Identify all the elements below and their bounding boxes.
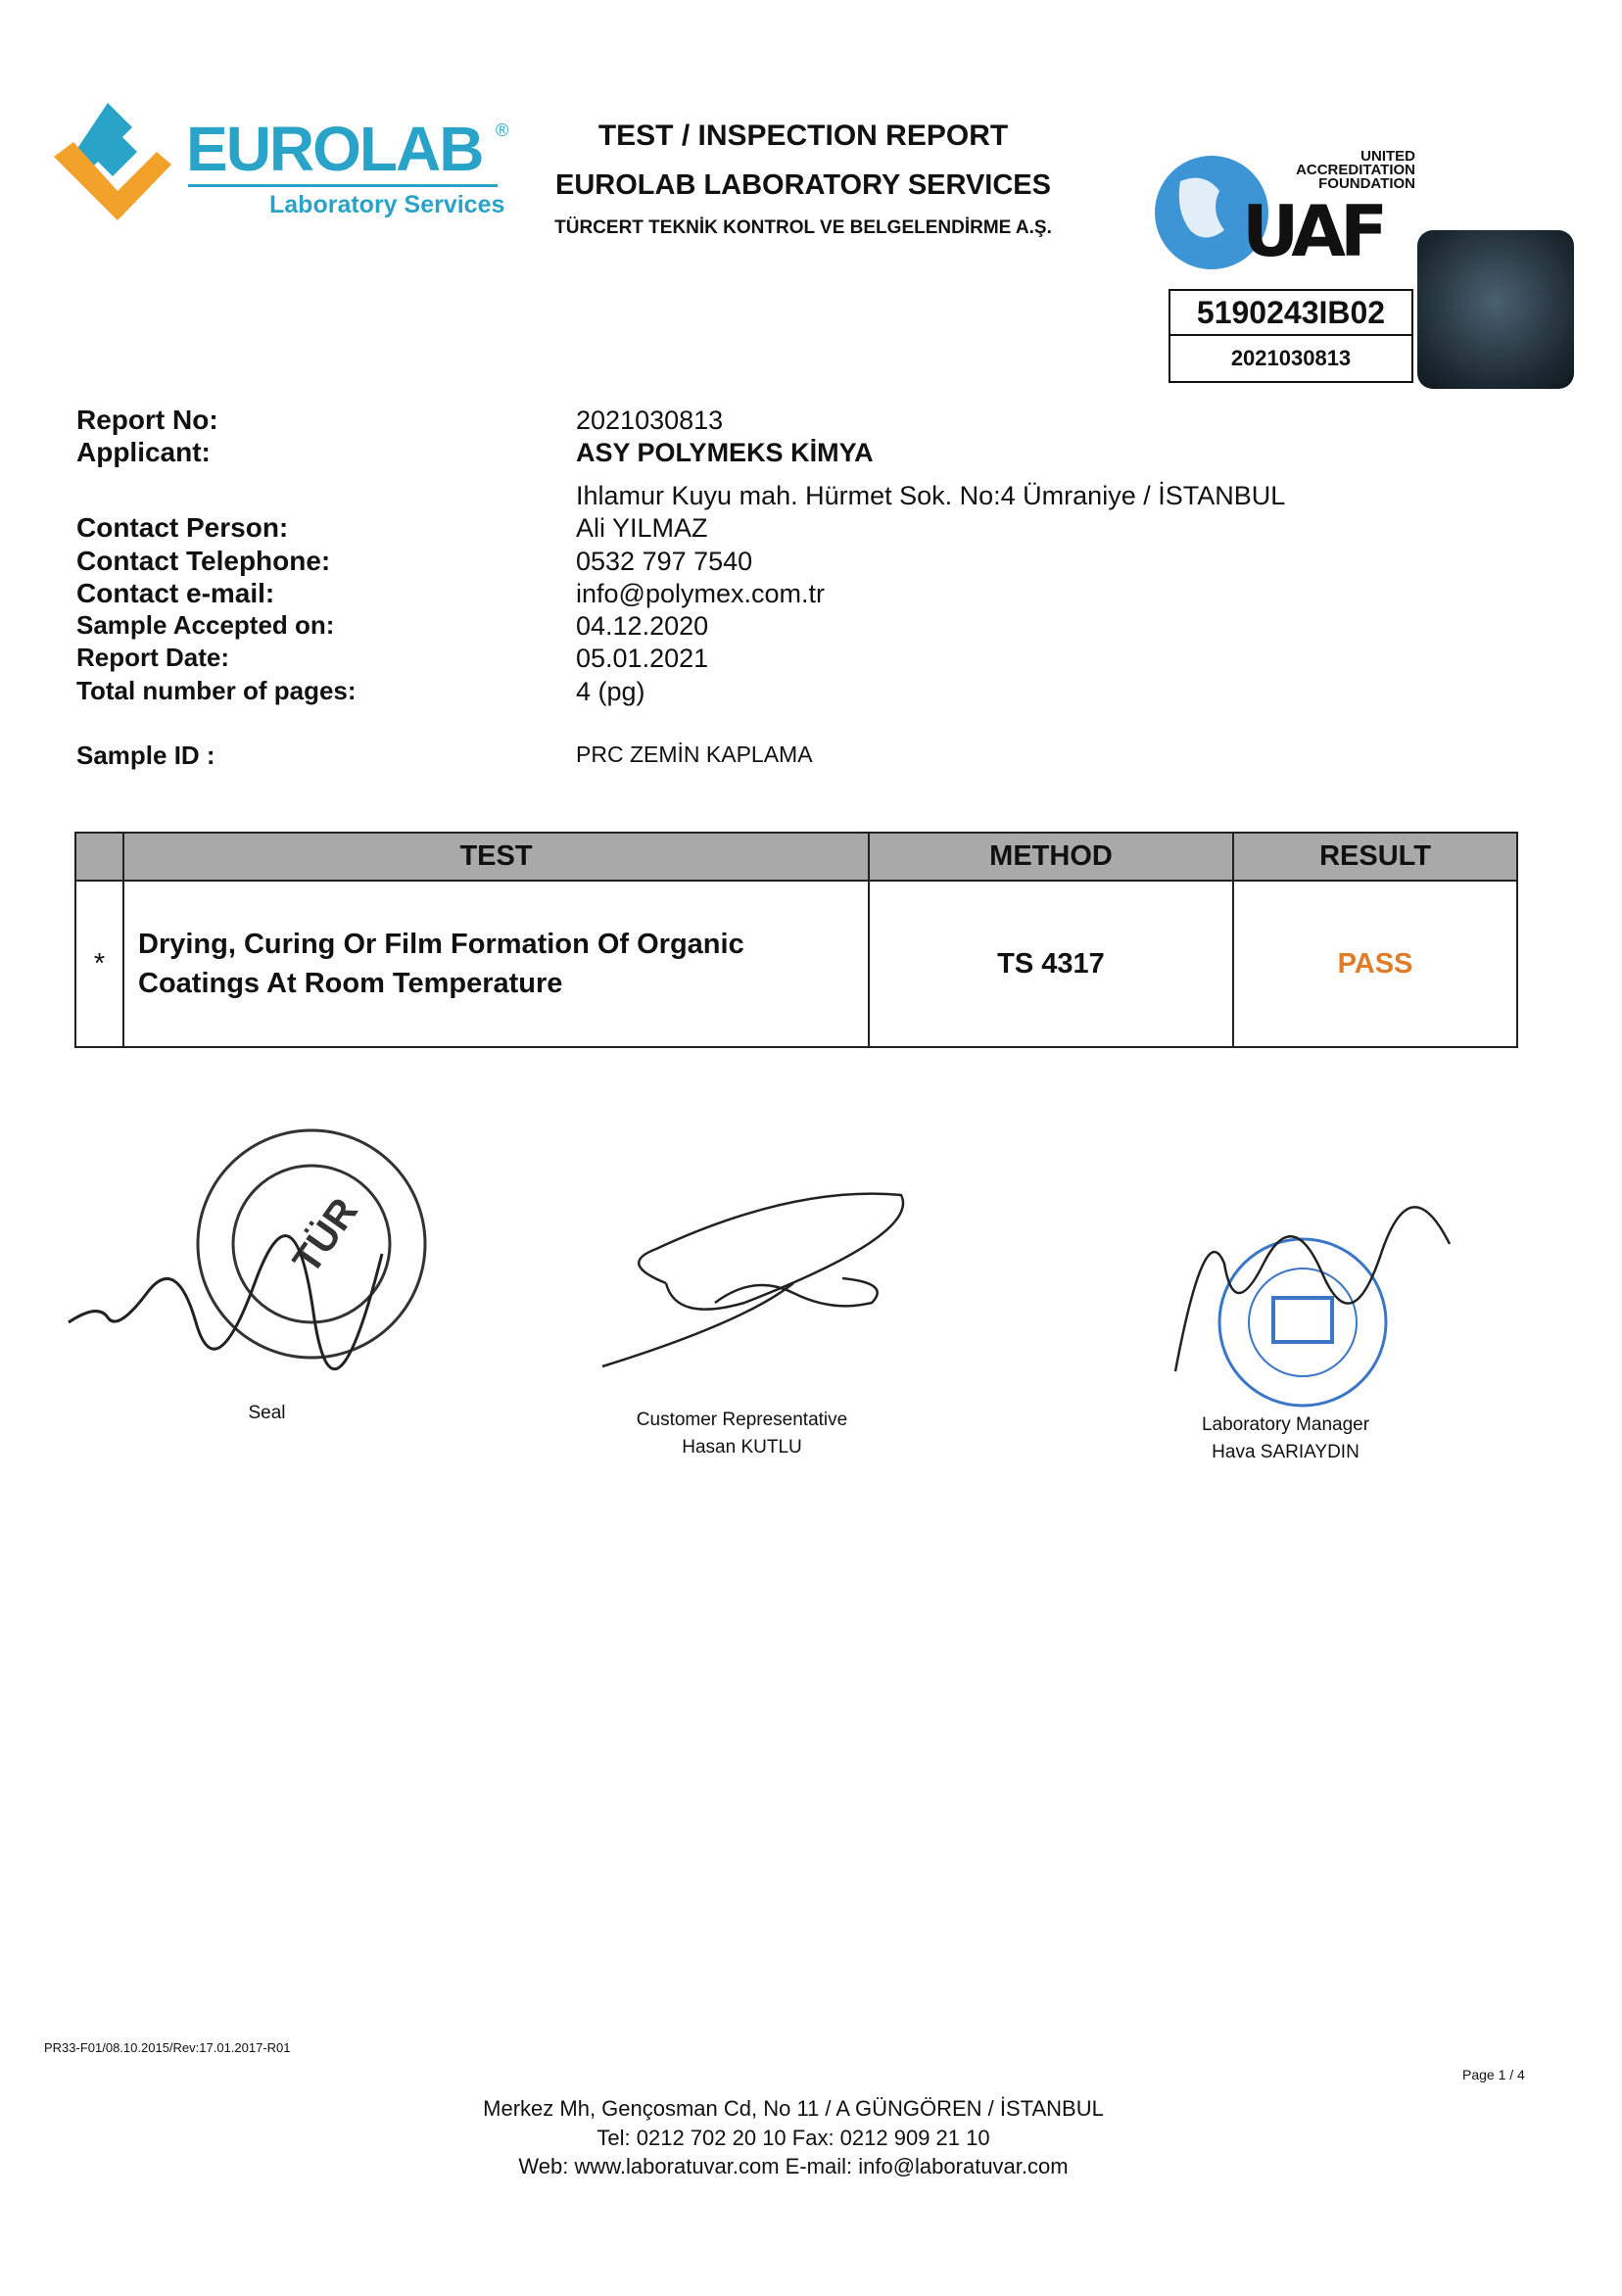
footer-web: Web: www.laboratuvar.com E-mail: info@laboratuvar.com xyxy=(518,2154,1069,2178)
info-label: Contact Person: xyxy=(76,512,289,543)
info-value: Ali YILMAZ xyxy=(576,513,708,543)
customer-representative xyxy=(597,1407,886,1461)
hologram-sticker xyxy=(1417,230,1574,389)
row-test xyxy=(123,881,869,1047)
uaf-line: ACCREDITATION xyxy=(1296,162,1415,178)
col-mark xyxy=(75,833,123,881)
info-value: 05.01.2021 xyxy=(576,644,709,673)
row-result: PASS xyxy=(1233,881,1517,1047)
report-subtitle: EUROLAB LABORATORY SERVICES xyxy=(555,169,1051,201)
signer-role: Laboratory Manager xyxy=(1201,1414,1370,1435)
registered-mark: ® xyxy=(496,120,509,140)
col-method: METHOD xyxy=(869,833,1233,881)
row-mark: * xyxy=(75,881,123,1047)
info-value: 0532 797 7540 xyxy=(576,547,753,576)
logo-divider xyxy=(188,184,498,187)
svg-text:TÜR: TÜR xyxy=(284,1190,367,1281)
info-label: Applicant: xyxy=(76,437,211,467)
info-value: info@polymex.com.tr xyxy=(576,579,825,608)
customer-signature xyxy=(597,1175,921,1381)
uaf-mark: UAF xyxy=(1242,190,1383,272)
info-value: ASY POLYMEKS KİMYA xyxy=(576,438,874,467)
eurolab-logo-icon xyxy=(49,98,176,225)
row-method: TS 4317 xyxy=(869,881,1233,1047)
cert-number: 5190243IB02 xyxy=(1170,291,1411,336)
footer-address: Merkez Mh, Gençosman Cd, No 11 / A GÜNGÖREN / İSTANBUL xyxy=(483,2096,1104,2121)
test-results-table xyxy=(74,832,1518,1048)
col-test: TEST xyxy=(123,833,869,881)
info-value: 4 (pg) xyxy=(576,677,645,706)
logo-wordmark: EUROLAB xyxy=(186,114,483,184)
signer-role: Customer Representative xyxy=(636,1410,848,1430)
info-value: 2021030813 xyxy=(576,406,724,435)
cert-report-number: 2021030813 xyxy=(1230,346,1352,370)
info-label: Sample Accepted on: xyxy=(76,610,335,640)
info-label: Total number of pages: xyxy=(76,676,357,705)
info-value: 04.12.2020 xyxy=(576,611,709,641)
test-line: Drying, Curing Or Film Formation Of Organic xyxy=(138,929,744,960)
test-line: Coatings At Room Temperature xyxy=(138,968,563,999)
report-title: TEST / INSPECTION REPORT xyxy=(597,120,1009,152)
form-code: PR33-F01/08.10.2015/Rev:17.01.2017-R01 xyxy=(44,2040,291,2055)
info-value: PRC ZEMİN KAPLAMA xyxy=(576,741,813,767)
company-name: TÜRCERT TEKNİK KONTROL VE BELGELENDİRME A.Ş. xyxy=(554,217,1052,238)
footer-phone: Tel: 0212 702 20 10 Fax: 0212 909 21 10 xyxy=(596,2126,990,2150)
info-label: Contact e-mail: xyxy=(76,578,275,608)
info-label: Sample ID : xyxy=(76,741,215,770)
laboratory-stamp-signature xyxy=(1166,1205,1459,1411)
table-row xyxy=(75,881,1517,1047)
col-result: RESULT xyxy=(1233,833,1517,881)
logo-subtitle: Laboratory Services xyxy=(269,191,505,218)
laboratory-manager xyxy=(1146,1411,1425,1466)
uaf-line: FOUNDATION xyxy=(1318,175,1415,192)
company-seal-stamp xyxy=(59,1126,451,1381)
info-label: Report Date: xyxy=(76,643,230,672)
info-label: Report No: xyxy=(76,405,218,435)
info-value: Ihlamur Kuyu mah. Hürmet Sok. No:4 Ümraniye / İSTANBUL xyxy=(576,481,1286,510)
signer-name: Hasan KUTLU xyxy=(682,1437,802,1458)
accreditation-box xyxy=(1169,289,1413,383)
uaf-line: UNITED xyxy=(1360,148,1415,165)
page-number: Page 1 / 4 xyxy=(1462,2067,1525,2082)
seal-label: Seal xyxy=(248,1403,286,1423)
signer-name: Hava SARIAYDIN xyxy=(1212,1442,1360,1462)
info-label: Contact Telephone: xyxy=(76,546,331,576)
table-header-row xyxy=(75,833,1517,881)
uaf-text xyxy=(1273,150,1415,191)
